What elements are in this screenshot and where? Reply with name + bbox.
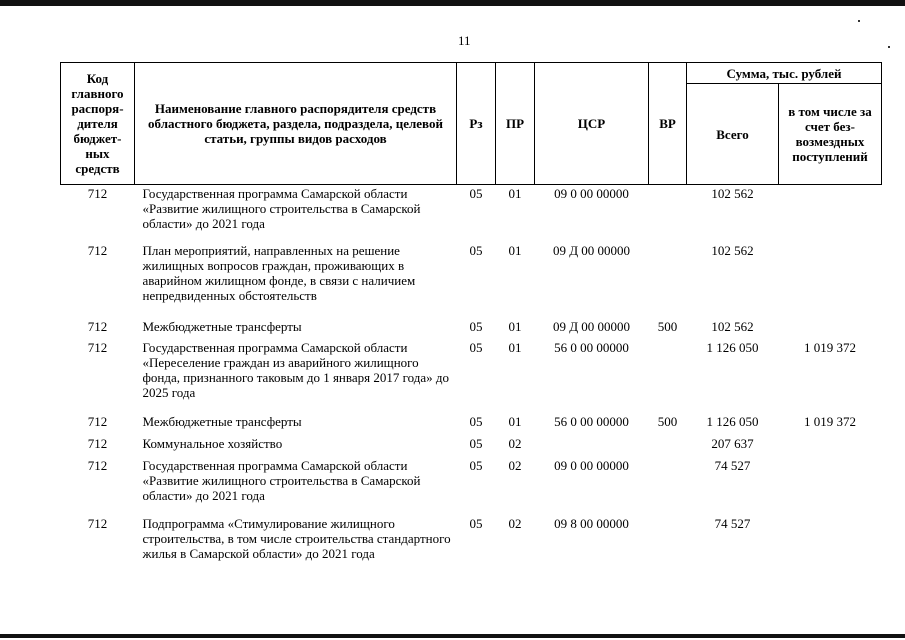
cell-total: 207 637 bbox=[711, 435, 754, 451]
cell-pr: 02 bbox=[508, 435, 522, 451]
cell-rz: 05 bbox=[469, 457, 483, 473]
table-row bbox=[61, 242, 882, 318]
cell-vr bbox=[649, 435, 687, 457]
cell-free bbox=[779, 457, 882, 515]
cell-name: Государственная программа Самарской области «Переселение граждан из аварийного жилищного фонда, признанного таковым до 1 января 2017 года» до 2025 года bbox=[142, 339, 449, 400]
cell-csr: 56 0 00 00000 bbox=[554, 339, 629, 355]
cell-csr: 09 8 00 00000 bbox=[554, 515, 629, 531]
cell-pr: 01 bbox=[508, 413, 522, 429]
cell-free: 1 019 372 bbox=[804, 339, 856, 355]
cell-name: Государственная программа Самарской области «Развитие жилищного строительства в Самарской области» до 2021 года bbox=[142, 186, 421, 231]
cell-total: 1 126 050 bbox=[706, 339, 759, 355]
header-sum: Сумма, тыс. рублей bbox=[687, 63, 882, 84]
cell-rz: 05 bbox=[469, 339, 483, 355]
header-name: Наименование главного распорядителя средств областного бюджета, раздела, подраздела, целевой статьи, группы видов расходов bbox=[135, 63, 457, 185]
header-rz: Рз bbox=[457, 63, 496, 185]
cell-rz: 05 bbox=[469, 435, 483, 451]
cell-total: 102 562 bbox=[711, 318, 754, 334]
header-vr: ВР bbox=[649, 63, 687, 185]
cell-total: 1 126 050 bbox=[706, 413, 759, 429]
cell-code: 712 bbox=[87, 242, 108, 258]
cell-vr bbox=[649, 457, 687, 515]
header-total: Всего bbox=[687, 84, 779, 185]
cell-name: Государственная программа Самарской области «Развитие жилищного строительства в Самарской области» до 2021 года bbox=[142, 457, 421, 503]
cell-vr bbox=[649, 515, 687, 587]
scan-speck bbox=[858, 20, 860, 22]
table-row bbox=[61, 435, 882, 457]
cell-code: 712 bbox=[87, 413, 108, 429]
header-free: в том числе за счет без-возмездных поступлений bbox=[779, 84, 882, 185]
cell-rz: 05 bbox=[469, 515, 483, 531]
cell-code: 712 bbox=[87, 186, 108, 201]
cell-csr: 09 Д 00 00000 bbox=[552, 242, 631, 258]
cell-csr: 09 0 00 00000 bbox=[554, 457, 629, 473]
bottom-scan-border bbox=[0, 634, 905, 638]
cell-csr: 09 0 00 00000 bbox=[554, 186, 629, 201]
cell-rz: 05 bbox=[469, 242, 483, 258]
cell-rz: 05 bbox=[469, 413, 483, 429]
cell-name: Подпрограмма «Стимулирование жилищного строительства, в том числе строительства стандартного жилья в Самарской области» до 2021 года bbox=[142, 515, 451, 561]
cell-free bbox=[779, 435, 882, 457]
table-row bbox=[61, 515, 882, 587]
cell-name: Межбюджетные трансферты bbox=[142, 318, 302, 334]
scan-speck bbox=[888, 46, 890, 48]
cell-vr: 500 bbox=[657, 413, 678, 429]
cell-free bbox=[779, 242, 882, 318]
cell-csr bbox=[535, 435, 649, 457]
table-row bbox=[61, 318, 882, 339]
header-pr: ПР bbox=[496, 63, 535, 185]
cell-rz: 05 bbox=[469, 186, 483, 201]
cell-pr: 01 bbox=[508, 318, 522, 334]
cell-free bbox=[779, 185, 882, 242]
cell-vr bbox=[649, 185, 687, 242]
header-code: Код главного распоря-дителя бюджет-ных средств bbox=[61, 63, 135, 185]
cell-rz: 05 bbox=[469, 318, 483, 334]
table-row bbox=[61, 185, 882, 242]
cell-code: 712 bbox=[87, 435, 108, 451]
table-header bbox=[61, 63, 882, 185]
cell-pr: 02 bbox=[508, 515, 522, 531]
cell-total: 102 562 bbox=[711, 242, 754, 258]
header-csr: ЦСР bbox=[535, 63, 649, 185]
cell-csr: 09 Д 00 00000 bbox=[552, 318, 631, 334]
cell-code: 712 bbox=[87, 339, 108, 355]
cell-vr: 500 bbox=[657, 318, 678, 334]
cell-total: 74 527 bbox=[714, 515, 751, 531]
top-scan-border bbox=[0, 0, 905, 6]
cell-pr: 01 bbox=[508, 242, 522, 258]
cell-name: План мероприятий, направленных на решение жилищных вопросов граждан, проживающих в аварийном жилищном фонде, в связи с наличием непредвиденных обстоятельств bbox=[142, 242, 416, 303]
cell-total: 74 527 bbox=[714, 457, 751, 473]
cell-csr: 56 0 00 00000 bbox=[554, 413, 629, 429]
page-number: 11 bbox=[458, 33, 471, 48]
table-row bbox=[61, 457, 882, 515]
cell-code: 712 bbox=[87, 457, 108, 473]
cell-pr: 01 bbox=[508, 339, 522, 355]
cell-pr: 01 bbox=[508, 186, 522, 201]
cell-free: 1 019 372 bbox=[804, 413, 856, 429]
budget-table bbox=[60, 62, 882, 587]
cell-total: 102 562 bbox=[711, 186, 754, 201]
table-row bbox=[61, 413, 882, 435]
cell-vr bbox=[649, 339, 687, 413]
cell-free bbox=[779, 515, 882, 587]
cell-free bbox=[779, 318, 882, 339]
cell-vr bbox=[649, 242, 687, 318]
cell-name: Коммунальное хозяйство bbox=[142, 435, 283, 451]
table-row bbox=[61, 339, 882, 413]
cell-name: Межбюджетные трансферты bbox=[142, 413, 302, 429]
cell-code: 712 bbox=[87, 318, 108, 334]
cell-pr: 02 bbox=[508, 457, 522, 473]
cell-code: 712 bbox=[87, 515, 108, 531]
